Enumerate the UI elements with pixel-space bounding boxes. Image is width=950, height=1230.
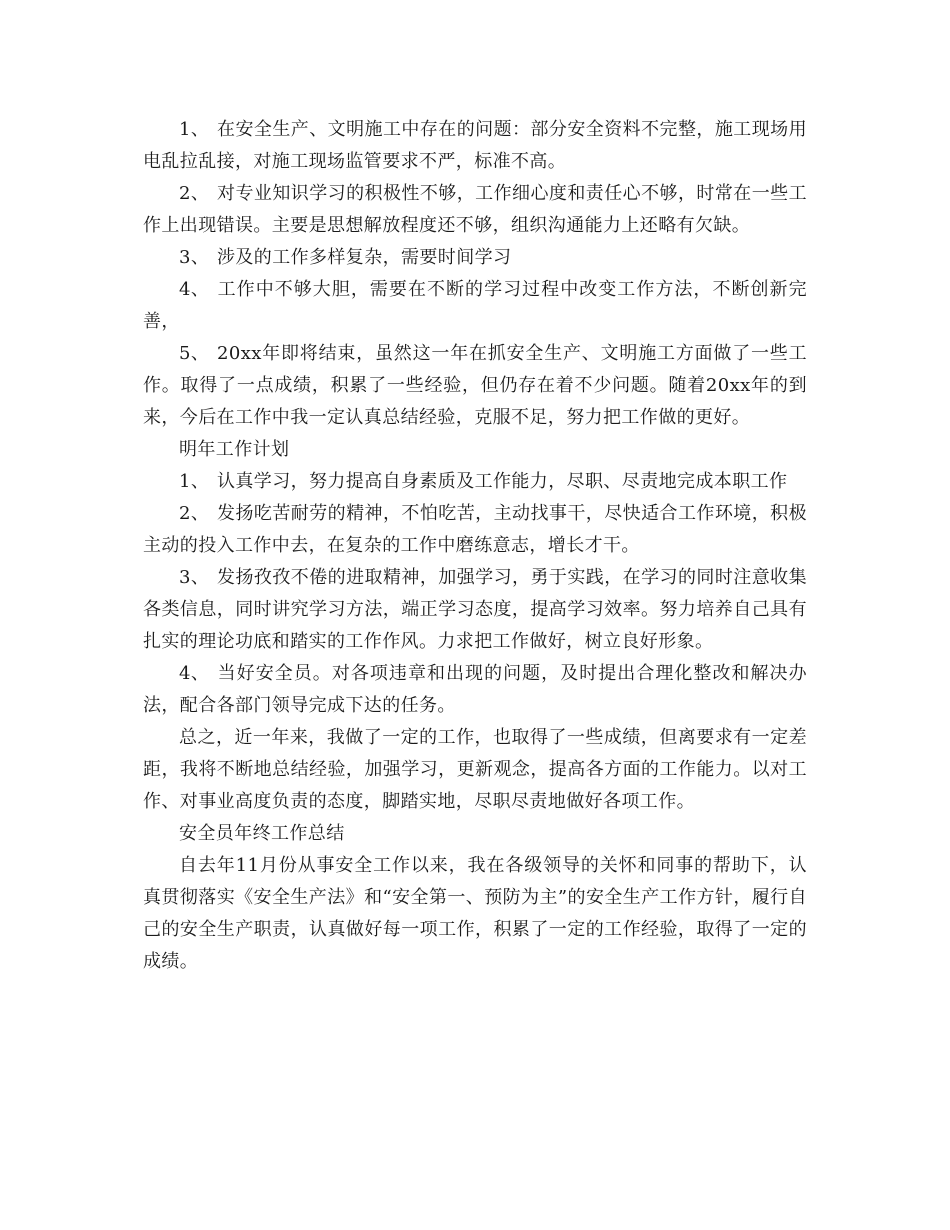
second-intro-paragraph: 自去年11月份从事安全工作以来，我在各级领导的关怀和同事的帮助下，认真贯彻落实《安全生产法》和“安全第一、预防为主”的安全生产工作方针，履行自己的安全生产职责，认真做好每一项工作，积累了一定的工作经验，取得了一定的成绩。 [143, 855, 807, 972]
item-text: 工作中不够大胆，需要在不断的学习过程中改变工作方法，不断创新完善， [143, 279, 807, 332]
item-text: 20xx年即将结束，虽然这一年在抓安全生产、文明施工方面做了一些工作。取得了一点成绩，积累了一些经验，但仍存在着不少问题。随着20xx年的到来，今后在工作中我一定认真总结经验，克服不足，努力把工作做的更好。 [143, 343, 807, 428]
summary-item-1 [143, 114, 807, 178]
plan-item-1 [143, 466, 807, 498]
item-text: 在安全生产、文明施工中存在的问题：部分安全资料不完整，施工现场用电乱拉乱接，对施工现场监管要求不严，标准不高。 [143, 119, 807, 172]
conclusion-paragraph: 总之，近一年来，我做了一定的工作，也取得了一些成绩，但离要求有一定差距，我将不断地总结经验，加强学习，更新观念，提高各方面的工作能力。以对工作、对事业高度负责的态度，脚踏实地，尽职尽责地做好各项工作。 [143, 727, 807, 812]
item-text: 涉及的工作多样复杂，需要时间学习 [217, 247, 512, 268]
item-number: 3、 [179, 567, 210, 588]
item-text: 发扬吃苦耐劳的精神，不怕吃苦，主动找事干，尽快适合工作环境，积极主动的投入工作中去，在复杂的工作中磨练意志，增长才干。 [143, 503, 807, 556]
plan-item-2 [143, 498, 807, 562]
plan-item-3 [143, 562, 807, 658]
summary-item-2 [143, 178, 807, 242]
item-text: 对专业知识学习的积极性不够，工作细心度和责任心不够，时常在一些工作上出现错误。主要是思想解放程度还不够，组织沟通能力上还略有欠缺。 [143, 183, 807, 236]
summary-item-3 [143, 242, 807, 274]
item-number: 5、 [179, 343, 210, 364]
item-number: 2、 [179, 503, 210, 524]
summary-item-5 [143, 338, 807, 434]
item-number: 1、 [179, 471, 210, 492]
item-number: 2、 [179, 183, 210, 204]
item-number: 4、 [179, 663, 210, 684]
item-number: 3、 [179, 247, 210, 268]
item-number: 4、 [179, 279, 210, 300]
second-title: 安全员年终工作总结 [179, 823, 345, 844]
item-text: 认真学习，努力提高自身素质及工作能力，尽职、尽责地完成本职工作 [217, 471, 788, 492]
document-body [143, 114, 807, 978]
item-text: 当好安全员。对各项违章和出现的问题，及时提出合理化整改和解决办法，配合各部门领导完成下达的任务。 [143, 663, 807, 716]
summary-item-4 [143, 274, 807, 338]
item-text: 发扬孜孜不倦的进取精神，加强学习，勇于实践，在学习的同时注意收集各类信息，同时讲究学习方法，端正学习态度，提高学习效率。努力培养自己具有扎实的理论功底和踏实的工作作风。力求把工作做好，树立良好形象。 [143, 567, 807, 652]
plan-item-4 [143, 658, 807, 722]
item-number: 1、 [179, 119, 210, 140]
plan-heading: 明年工作计划 [179, 439, 290, 460]
